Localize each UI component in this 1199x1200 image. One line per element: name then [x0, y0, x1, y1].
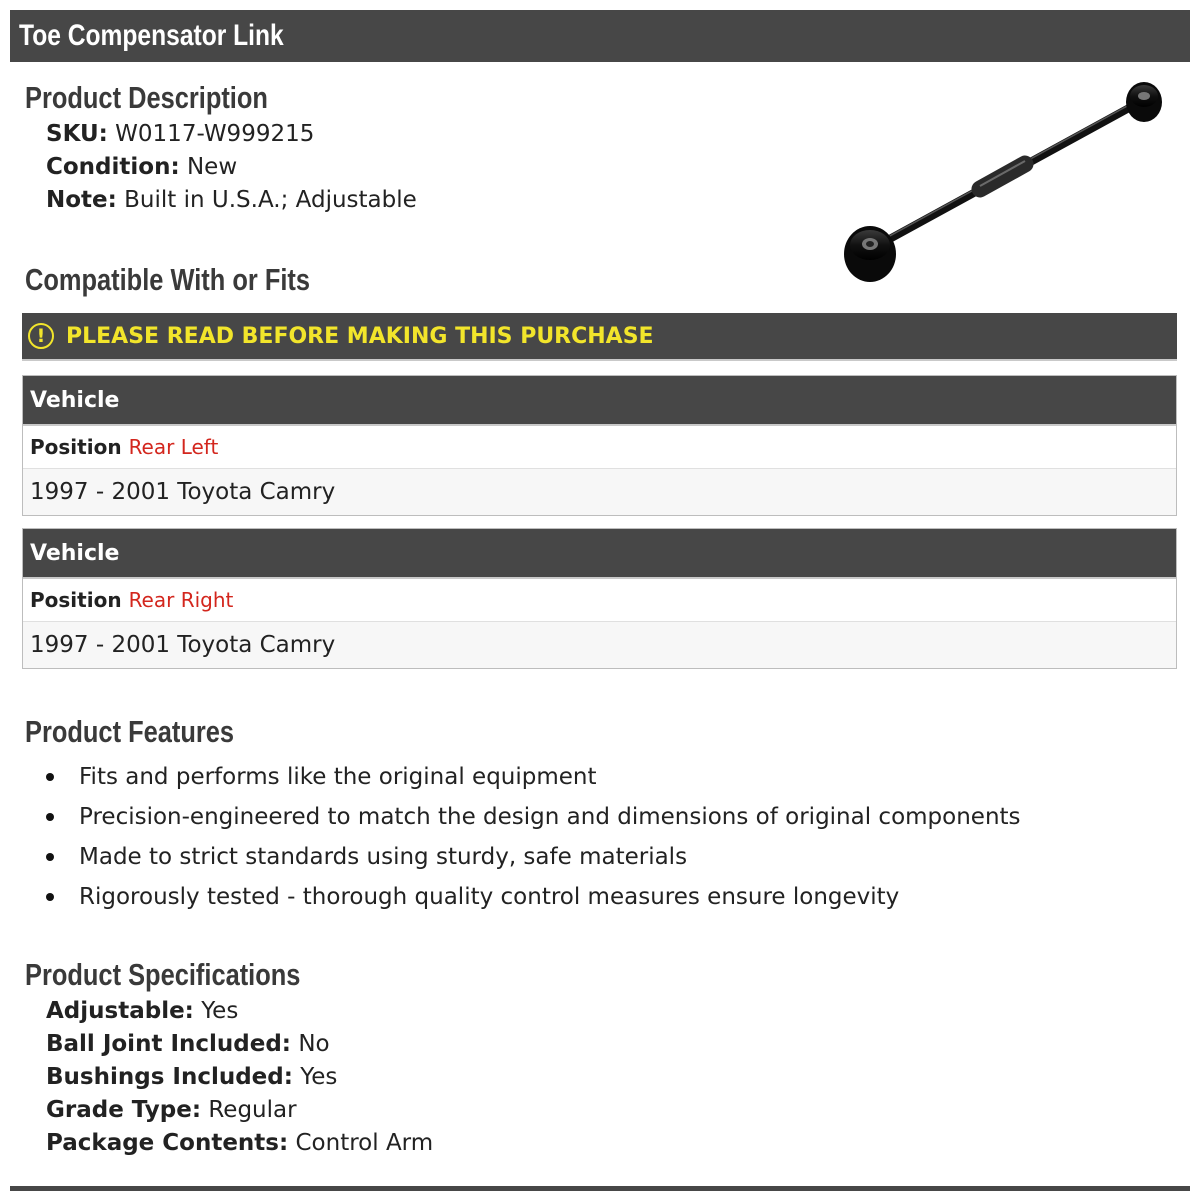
warning-icon: ! — [28, 323, 54, 349]
condition-row — [46, 154, 237, 180]
condition-value: New — [186, 154, 238, 180]
vehicle-model: 1997 - 2001 Toyota Camry — [23, 622, 1176, 668]
bullet-icon — [46, 893, 54, 901]
position-label: Position — [30, 588, 122, 612]
vehicle-table-2 — [22, 528, 1177, 669]
note-row — [46, 187, 417, 213]
feature-text: Precision-engineered to match the design and dimensions of original components — [79, 804, 1021, 830]
sku-row — [46, 121, 314, 147]
position-value: Rear Left — [128, 435, 219, 459]
spec-value: Yes — [300, 1064, 338, 1090]
warning-bar — [22, 313, 1177, 361]
list-item — [46, 877, 1021, 917]
vehicle-header: Vehicle — [23, 376, 1176, 426]
feature-text: Made to strict standards using sturdy, safe materials — [79, 844, 688, 870]
spec-value: Regular — [208, 1097, 297, 1123]
bullet-icon — [46, 853, 54, 861]
page-title: Toe Compensator Link — [19, 19, 284, 52]
description-heading: Product Description — [25, 80, 268, 115]
spec-value: No — [298, 1031, 330, 1057]
vehicle-table-1 — [22, 375, 1177, 516]
compatibility-heading: Compatible With or Fits — [25, 262, 311, 297]
feature-text: Rigorously tested - thorough quality control measures ensure longevity — [79, 884, 900, 910]
spec-row — [46, 1031, 330, 1057]
list-item — [46, 837, 1021, 877]
specifications-heading: Product Specifications — [25, 957, 301, 992]
bullet-icon — [46, 773, 54, 781]
position-row — [23, 426, 1176, 469]
spec-label: Grade Type: — [46, 1097, 202, 1123]
spec-value: Yes — [201, 998, 239, 1024]
position-label: Position — [30, 435, 122, 459]
warning-text: PLEASE READ BEFORE MAKING THIS PURCHASE — [66, 323, 654, 349]
spec-row — [46, 1130, 433, 1156]
features-list — [46, 757, 1021, 917]
spec-label: Ball Joint Included: — [46, 1031, 291, 1057]
vehicle-header: Vehicle — [23, 529, 1176, 579]
note-label: Note: — [46, 187, 117, 213]
control-arm-shape — [844, 82, 1162, 282]
spec-label: Bushings Included: — [46, 1064, 293, 1090]
vehicle-model: 1997 - 2001 Toyota Camry — [23, 469, 1176, 515]
sku-label: SKU: — [46, 121, 108, 147]
bottom-divider — [10, 1186, 1190, 1191]
sku-value: W0117-W999215 — [115, 121, 315, 147]
spec-row — [46, 998, 238, 1024]
feature-text: Fits and performs like the original equipment — [79, 764, 597, 790]
product-image — [840, 82, 1170, 287]
bullet-icon — [46, 813, 54, 821]
position-value: Rear Right — [128, 588, 234, 612]
spec-row — [46, 1097, 297, 1123]
spec-label: Package Contents: — [46, 1130, 289, 1156]
title-bar — [10, 10, 1190, 62]
spec-row — [46, 1064, 337, 1090]
list-item — [46, 797, 1021, 837]
list-item — [46, 757, 1021, 797]
features-heading: Product Features — [25, 714, 235, 749]
position-row — [23, 579, 1176, 622]
note-value: Built in U.S.A.; Adjustable — [124, 187, 417, 213]
spec-value: Control Arm — [295, 1130, 434, 1156]
spec-label: Adjustable: — [46, 998, 194, 1024]
condition-label: Condition: — [46, 154, 180, 180]
